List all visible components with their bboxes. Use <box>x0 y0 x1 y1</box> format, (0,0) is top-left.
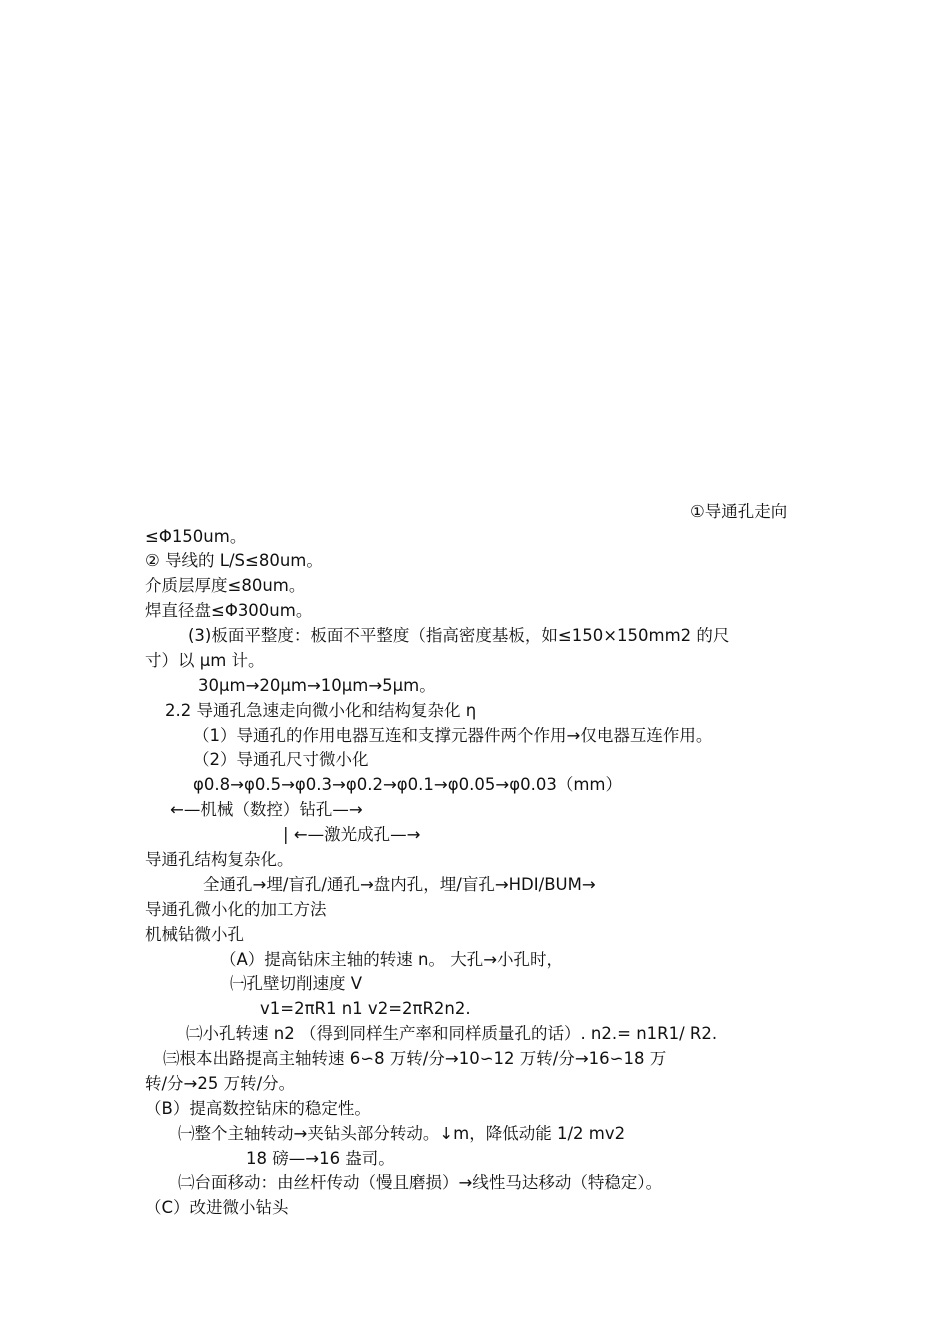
text-line: （C）改进微小钻头 <box>145 1198 289 1217</box>
text-line: 转/分→25 万转/分。 <box>145 1074 296 1093</box>
text-line: ←—机械（数控）钻孔—→ <box>170 800 363 819</box>
text-line: 介质层厚度≤80um。 <box>145 576 306 595</box>
text-line: （2）导通孔尺寸微小化 <box>193 750 369 769</box>
text-line: | ←—激光成孔—→ <box>283 825 421 844</box>
text-line: 机械钻微小孔 <box>145 925 244 944</box>
text-line: ㈡台面移动：由丝杆传动（慢且磨损）→线性马达移动（特稳定）。 <box>178 1173 663 1192</box>
section-heading: 2.2 导通孔急速走向微小化和结构复杂化 η <box>165 701 477 720</box>
text-line: 30μm→20μm→10μm→5μm。 <box>198 676 436 695</box>
text-line: 全通孔→埋/盲孔/通孔→盘内孔，埋/盲孔→HDI/BUM→ <box>203 875 596 894</box>
text-line: φ0.8→φ0.5→φ0.3→φ0.2→φ0.1→φ0.05→φ0.03（mm） <box>193 775 622 794</box>
text-line: 18 磅—→16 盎司。 <box>246 1149 395 1168</box>
text-line: ㈢根本出路提高主轴转速 6∽8 万转/分→10∽12 万转/分→16∽18 万 <box>163 1049 667 1068</box>
text-line: 导通孔微小化的加工方法 <box>145 900 327 919</box>
text-line: ㈡小孔转速 n2 （得到同样生产率和同样质量孔的话）. n2.= n1R1/ R2. <box>186 1024 718 1043</box>
text-line: 导通孔结构复杂化。 <box>145 850 294 869</box>
text-line: (3)板面平整度：板面不平整度（指高密度基板，如≤150×150mm2 的尺 <box>188 626 730 645</box>
text-line: v1=2πR1 n1 v2=2πR2n2. <box>260 999 471 1018</box>
text-line: 寸）以 μm 计。 <box>145 651 265 670</box>
text-line: （A）提高钻床主轴的转速 n。 大孔→小孔时， <box>220 950 564 969</box>
text-line: （1）导通孔的作用电器互连和支撑元器件两个作用→仅电器互连作用。 <box>193 726 713 745</box>
text-line: ㈠孔壁切削速度 V <box>230 974 363 993</box>
text-line: 焊直径盘≤Φ300um。 <box>145 601 313 620</box>
text-line: ㈠整个主轴转动→夹钻头部分转动。↓m，降低动能 1/2 mv2 <box>178 1124 626 1143</box>
text-line: ② 导线的 L/S≤80um。 <box>145 551 323 570</box>
text-line: ①导通孔走向 <box>690 502 788 521</box>
text-line: ≤Φ150um。 <box>145 527 247 546</box>
text-line: （B）提高数控钻床的稳定性。 <box>145 1099 371 1118</box>
